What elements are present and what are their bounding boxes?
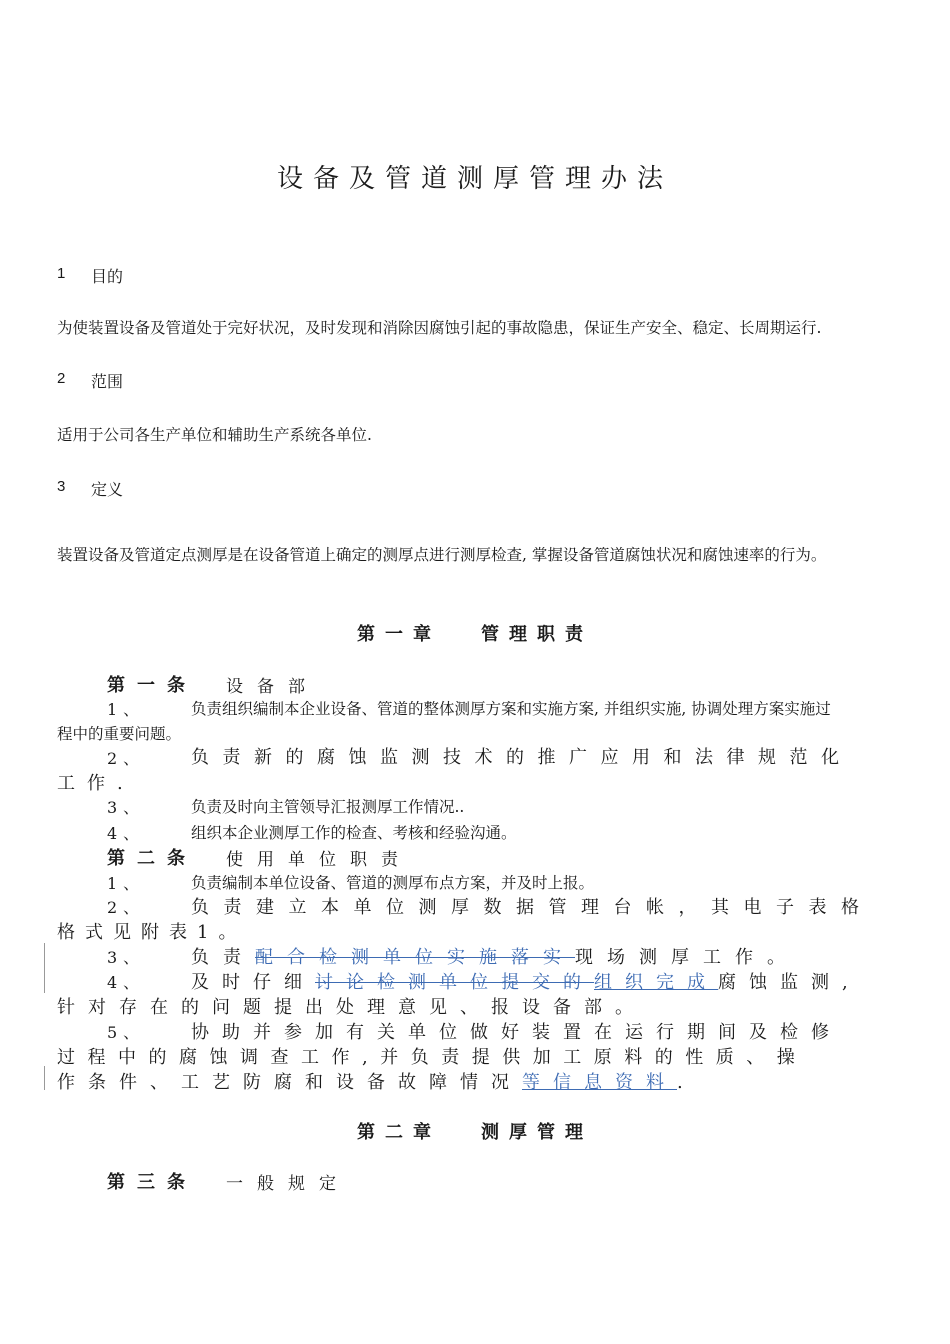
article-name: 使用单位职责 (226, 850, 412, 870)
section-body: 装置设备及管道定点测厚是在设备管道上确定的测厚点进行测厚检查, 掌握设备管道腐蚀状况和腐蚀速率的行为。 (57, 546, 827, 564)
article-label: 第二条 (107, 848, 197, 869)
chapter-name: 管理职责 (481, 624, 593, 645)
item-number: 3、 (107, 948, 146, 967)
item-text-part: 及时仔细 (191, 972, 315, 993)
item-text: 工作. (57, 773, 135, 794)
article-label: 第三条 (107, 1172, 197, 1193)
section-number: 3 (57, 478, 66, 495)
item-number: 3、 (107, 798, 146, 817)
inserted-text: 等信息资料 (522, 1072, 677, 1093)
item-text: 负责编制本单位设备、管道的测厚布点方案，并及时上报。 (191, 874, 595, 892)
item-text: 协助并参加有关单位做好装置在运行期间及检修 (191, 1022, 842, 1043)
item-text-part: 现场测厚工作。 (575, 947, 799, 968)
item-text (191, 943, 799, 969)
item-number: 2、 (107, 749, 146, 768)
item-text: 负责组织编制本企业设备、管道的整体测厚方案和实施方案, 并组织实施, 协调处理方案实施过 (191, 700, 831, 718)
section-body: 为使装置设备及管道处于完好状况，及时发现和消除因腐蚀引起的事故隐患，保证生产安全、稳定、长周期运行. (57, 319, 822, 337)
change-bar (44, 943, 45, 993)
item-number: 4、 (107, 824, 146, 843)
item-number: 5、 (107, 1023, 146, 1042)
deleted-text: 讨论检测单位提交的 (315, 972, 594, 993)
item-text-part: 腐蚀监测, (718, 972, 861, 993)
section-number: 2 (57, 370, 66, 387)
section-body: 适用于公司各生产单位和辅助生产系统各单位. (57, 426, 372, 444)
chapter-label: 第二章 (357, 1122, 441, 1143)
inserted-text: 组织完成 (594, 972, 718, 993)
item-number: 2、 (107, 898, 146, 917)
change-bar (44, 1066, 45, 1090)
chapter-label: 第一章 (357, 624, 441, 645)
item-text (57, 1068, 696, 1094)
item-text: 针对存在的问题提出处理意见、报设备部。 (57, 997, 646, 1018)
chapter-heading (0, 1118, 950, 1144)
item-text: 组织本企业测厚工作的检查、考核和经验沟通。 (191, 824, 517, 842)
item-text: 过程中的腐蚀调查工作,并负责提供加工原料的性质、操 (57, 1047, 808, 1068)
chapter-name: 测厚管理 (481, 1122, 593, 1143)
section-heading: 目的 (91, 267, 124, 286)
section-heading: 范围 (91, 372, 124, 391)
chapter-heading (0, 620, 950, 646)
item-number: 1、 (107, 700, 146, 719)
section-heading: 定义 (91, 480, 124, 499)
section-number: 1 (57, 265, 66, 282)
deleted-text: 配合检测单位实施落实 (255, 947, 575, 968)
item-number: 1、 (107, 874, 146, 893)
item-text (191, 968, 861, 994)
item-text: 负责及时向主管领导汇报测厚工作情况.. (191, 798, 465, 816)
item-text: 负责建立本单位测厚数据管理台帐，其电子表格 (191, 897, 874, 918)
item-text: 负责新的腐蚀监测技术的推广应用和法律规范化 (191, 747, 853, 768)
article-name: 一般规定 (226, 1174, 350, 1194)
item-text-part: 作条件、工艺防腐和设备故障情况 (57, 1072, 522, 1093)
article-name: 设备部 (226, 677, 319, 697)
article-label: 第一条 (107, 675, 197, 696)
item-text-part: 负责 (191, 947, 255, 968)
item-number: 4、 (107, 973, 146, 992)
item-text: 格式见附表1。 (57, 922, 247, 943)
item-text: 程中的重要问题。 (57, 725, 182, 743)
document-title: 设备及管道测厚管理办法 (276, 164, 673, 194)
item-text-part: . (677, 1072, 696, 1093)
